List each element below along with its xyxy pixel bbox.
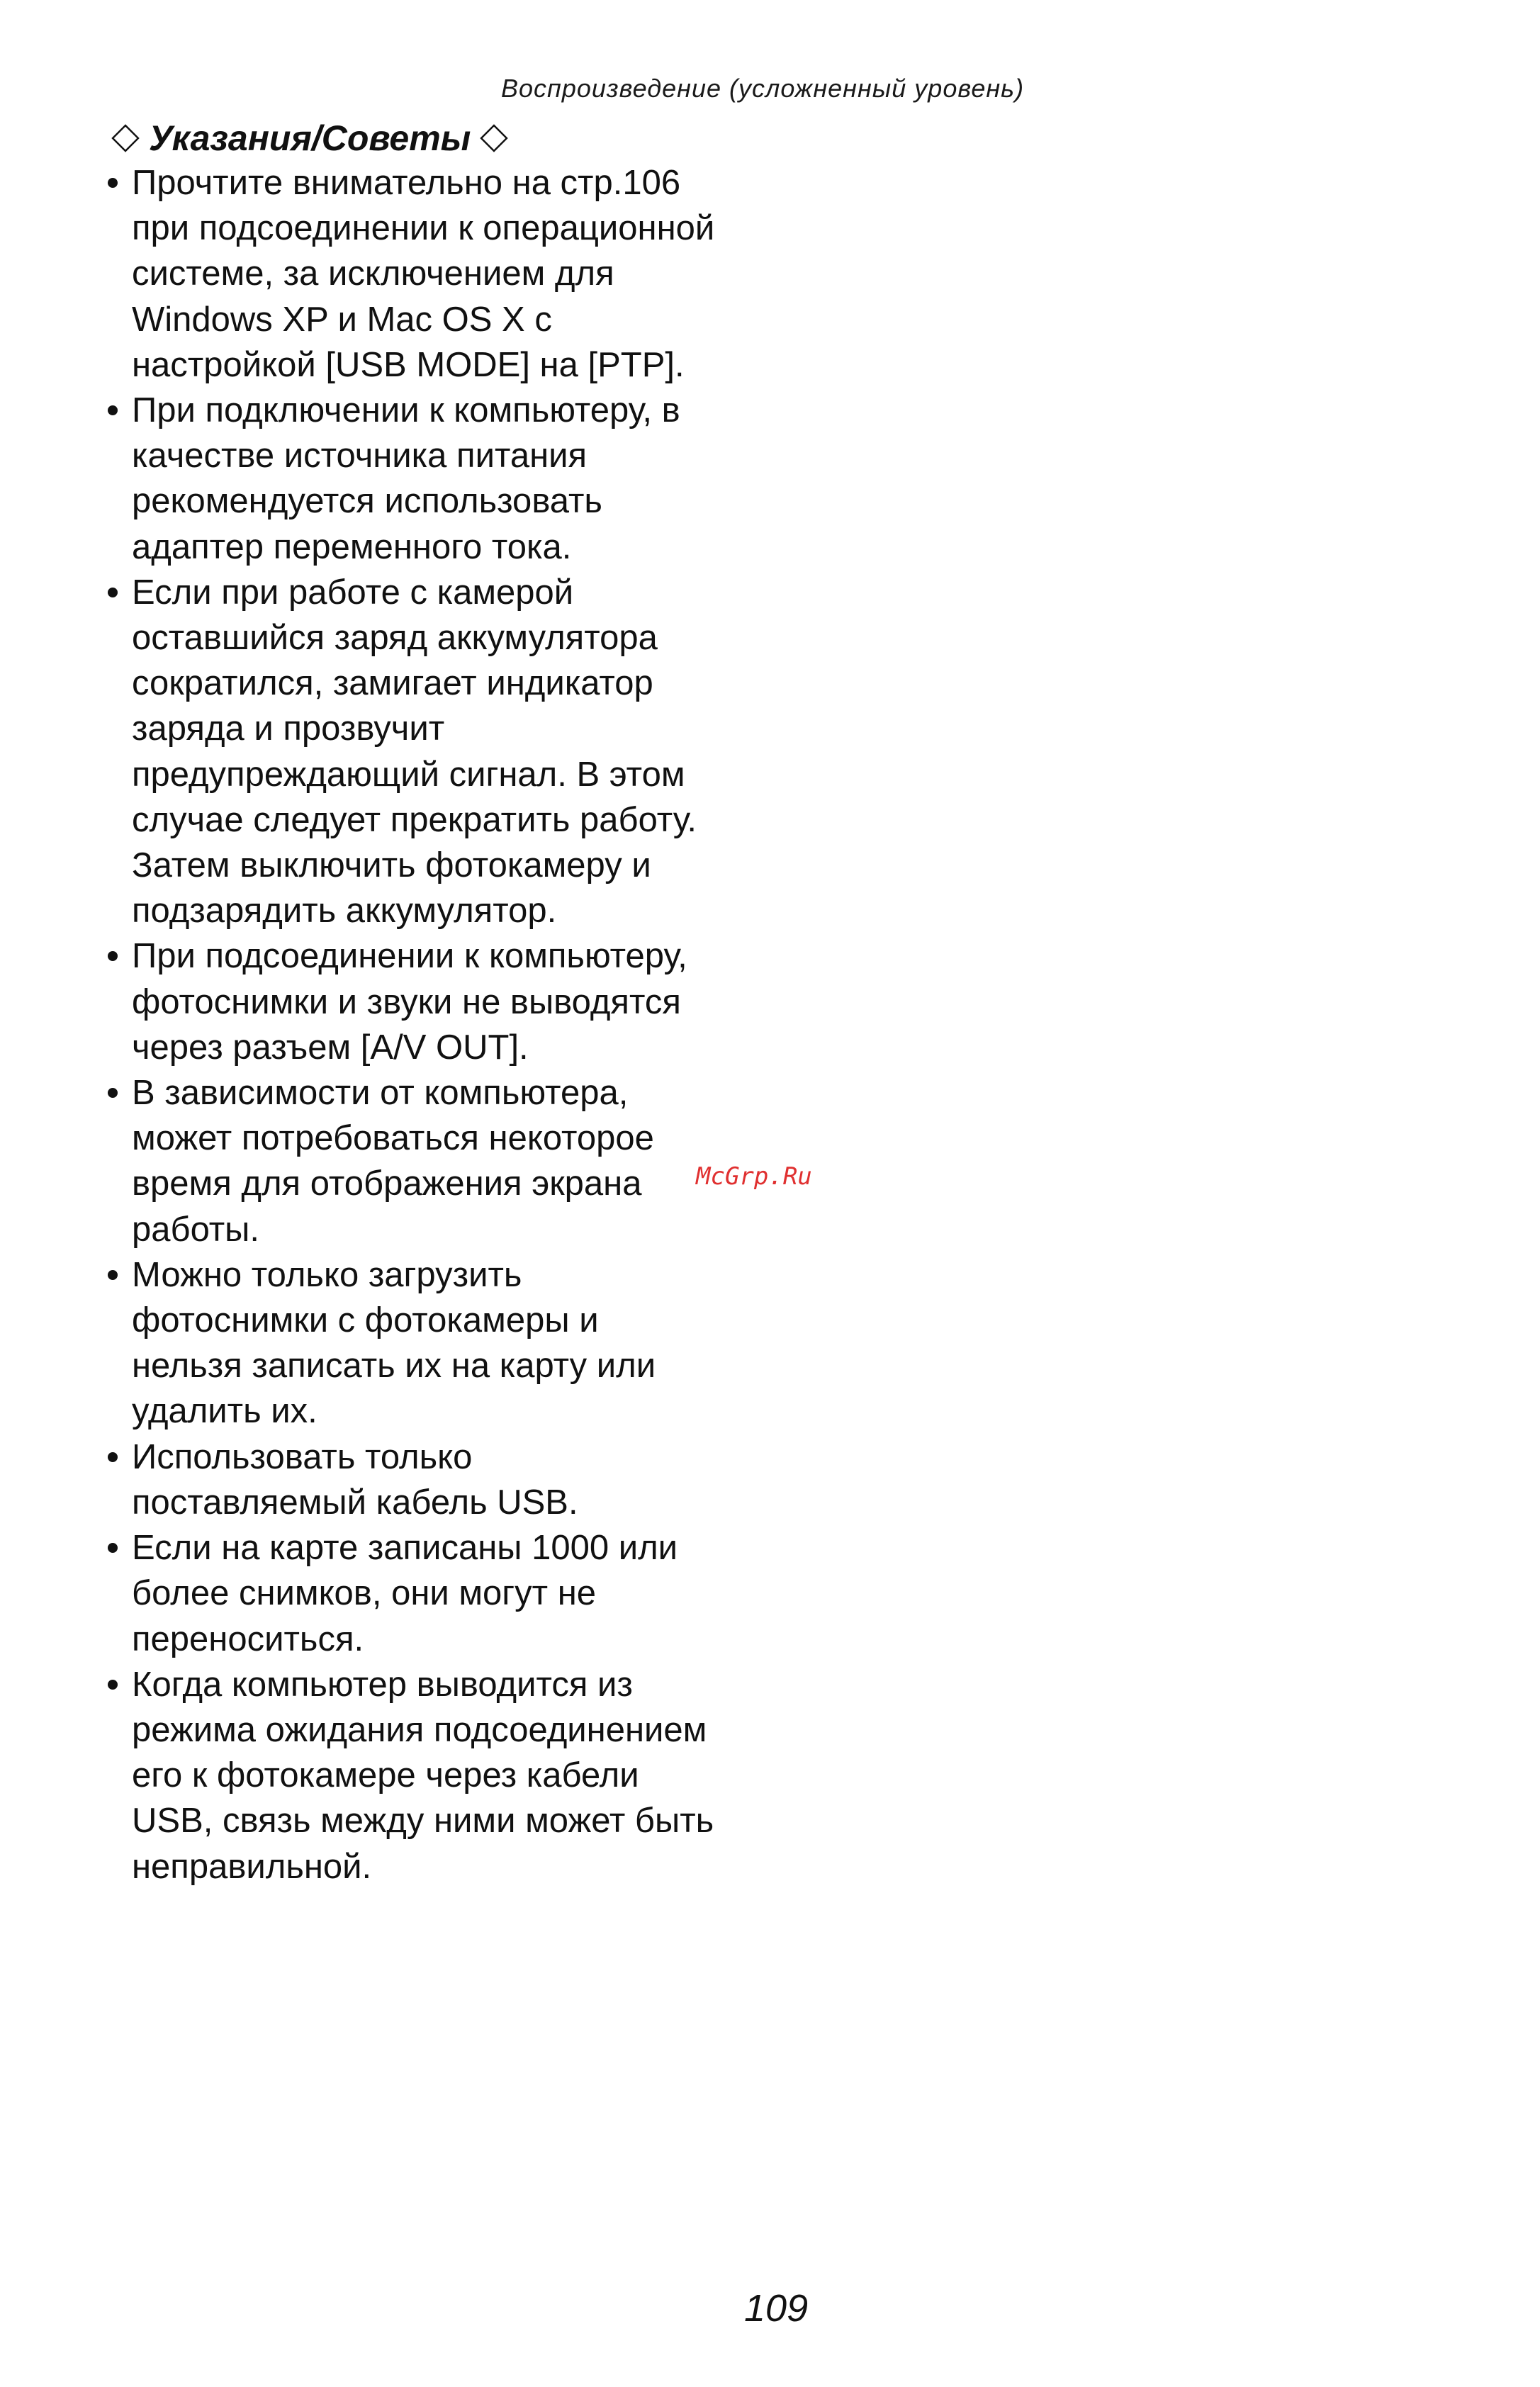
tip-line: настройкой [USB MODE] на [PTP].: [132, 345, 685, 384]
tip-line: Когда компьютер выводится из: [132, 1665, 633, 1704]
bullet-icon: [108, 951, 118, 961]
running-header: Воспроизведение (усложненный уровень): [501, 74, 1025, 103]
tip-line: при подсоединении к операционной: [132, 209, 715, 248]
tip-line: подзарядить аккумулятор.: [132, 892, 557, 931]
tip-line: адаптер переменного тока.: [132, 527, 572, 566]
tip-line: оставшийся заряд аккумулятора: [132, 619, 658, 658]
tip-line: поставляемый кабель USB.: [132, 1483, 578, 1522]
diamond-left-icon: [111, 124, 139, 152]
tip-line: Можно только загрузить: [132, 1255, 522, 1294]
tip-item: [106, 1434, 815, 1525]
tip-line: может потребоваться некоторое: [132, 1119, 654, 1158]
bullet-icon: [108, 1680, 118, 1690]
bullet-icon: [108, 405, 118, 415]
tip-line: фотоснимки и звуки не выводятся: [132, 982, 681, 1021]
tip-line: нельзя записать их на карту или: [132, 1347, 656, 1386]
tips-list: [106, 160, 815, 1889]
bullet-icon: [108, 1270, 118, 1280]
tip-line: фотоснимки с фотокамеры и: [132, 1301, 599, 1340]
tip-line: USB, связь между ними может быть: [132, 1802, 714, 1841]
bullet-icon: [108, 1452, 118, 1462]
tip-line: случае следует прекратить работу.: [132, 800, 697, 839]
tip-line: неправильной.: [132, 1847, 372, 1886]
tip-line: через разъем [A/V OUT].: [132, 1028, 529, 1067]
bullet-icon: [108, 1543, 118, 1553]
tip-item: [106, 1662, 815, 1889]
bullet-icon: [108, 1088, 118, 1098]
tip-line: режима ожидания подсоединением: [132, 1710, 707, 1749]
tip-line: При подключении к компьютеру, в: [132, 391, 680, 430]
tip-line: Затем выключить фотокамеру и: [132, 846, 651, 885]
tip-line: его к фотокамере через кабели: [132, 1756, 639, 1795]
tip-item: [106, 570, 815, 934]
tip-line: предупреждающий сигнал. В этом: [132, 755, 685, 794]
tip-line: сократился, замигает индикатор: [132, 664, 653, 703]
tip-line: качестве источника питания: [132, 437, 588, 476]
section-heading-text: Указания/Советы: [149, 118, 471, 158]
tip-item: [106, 160, 815, 388]
tip-line: Прочтите внимательно на стр.106: [132, 164, 681, 202]
tip-item: [106, 1252, 815, 1434]
tip-line: работы.: [132, 1210, 260, 1249]
tip-line: время для отображения экрана: [132, 1164, 642, 1203]
tip-line: удалить их.: [132, 1392, 317, 1431]
tip-item: [106, 388, 815, 570]
bullet-icon: [108, 588, 118, 597]
tip-line: переноситься.: [132, 1619, 364, 1658]
tip-line: системе, за исключением для: [132, 254, 614, 293]
tip-line: заряда и прозвучит: [132, 709, 445, 748]
tip-item: [106, 933, 815, 1070]
tip-item: [106, 1070, 815, 1252]
tip-item: [106, 1525, 815, 1662]
bullet-icon: [108, 178, 118, 188]
tip-line: Если на карте записаны 1000 или: [132, 1529, 678, 1568]
watermark: McGrp.Ru: [696, 1162, 812, 1191]
tip-line: В зависимости от компьютера,: [132, 1074, 629, 1113]
diamond-right-icon: [480, 124, 508, 152]
page-number: 109: [744, 2287, 809, 2330]
tip-line: рекомендуется использовать: [132, 482, 602, 521]
tip-line: более снимков, они могут не: [132, 1574, 597, 1613]
section-heading: [106, 118, 513, 159]
tip-line: Windows XP и Mac OS X с: [132, 300, 552, 339]
tip-line: Использовать только: [132, 1437, 473, 1476]
tip-line: При подсоединении к компьютеру,: [132, 937, 687, 976]
tip-line: Если при работе с камерой: [132, 573, 574, 612]
